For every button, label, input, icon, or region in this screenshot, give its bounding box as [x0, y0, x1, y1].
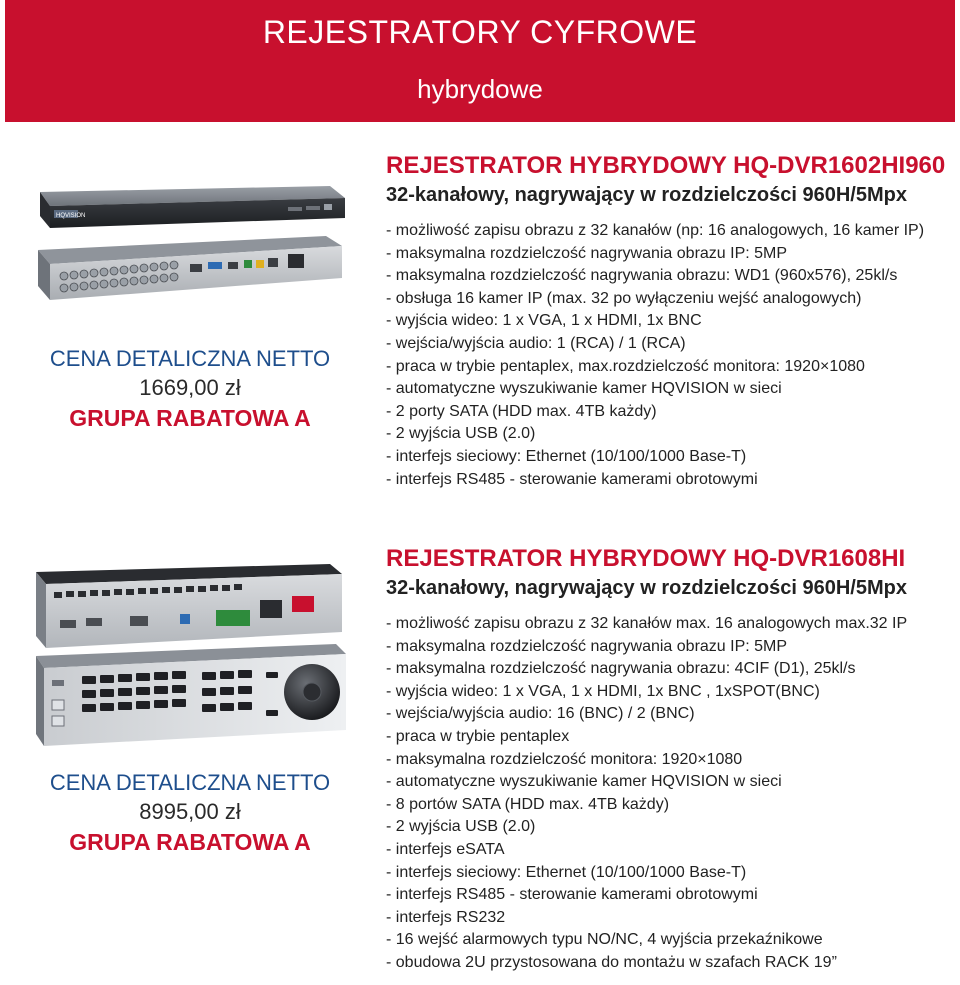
feature-item: - maksymalna rozdzielczość nagrywania obrazu IP: 5MP [386, 637, 788, 655]
product-subtitle: 32-kanałowy, nagrywający w rozdzielczości 960H/5Mpx [386, 184, 907, 206]
feature-item: - 2 wyjścia USB (2.0) [386, 425, 536, 443]
feature-item: - praca w trybie pentaplex, max.rozdzielczość monitora: 1920×1080 [386, 357, 865, 375]
product-section-2 [0, 543, 960, 983]
product-subtitle: 32-kanałowy, nagrywający w rozdzielczości 960H/5Mpx [386, 577, 907, 599]
feature-item: - 2 porty SATA (HDD max. 4TB każdy) [386, 402, 657, 420]
feature-item: - możliwość zapisu obrazu z 32 kanałów (np: 16 analogowych, 16 kamer IP) [386, 222, 925, 239]
feature-item: - obsługa 16 kamer IP (max. 32 po wyłączeniu wejść analogowych) [386, 289, 862, 307]
feature-item: - interfejs RS485 - sterowanie kamerami obrotowymi [386, 470, 758, 488]
feature-item: - maksymalna rozdzielczość nagrywania obrazu: 4CIF (D1), 25kl/s [386, 660, 856, 678]
feature-list [386, 220, 950, 491]
feature-item: - interfejs sieciowy: Ethernet (10/100/1000 Base-T) [386, 863, 747, 881]
feature-item: - możliwość zapisu obrazu z 32 kanałów max. 16 analogowych max.32 IP [386, 615, 908, 632]
price-box-1 [30, 344, 350, 434]
product-image-dvr1602 [30, 180, 348, 315]
price-box-2 [30, 768, 350, 858]
price-label: CENA DETALICZNA NETTO [49, 346, 331, 371]
product-details-2 [386, 543, 950, 975]
discount-group: GRUPA RABATOWA A [69, 405, 311, 431]
feature-item: - 2 wyjścia USB (2.0) [386, 818, 536, 836]
feature-item: - interfejs eSATA [386, 840, 505, 858]
feature-item: - automatyczne wyszukiwanie kamer HQVISION w sieci [386, 773, 782, 791]
feature-item: - maksymalna rozdzielczość nagrywania obrazu IP: 5MP [386, 244, 788, 262]
product-title: REJESTRATOR HYBRYDOWY HQ-DVR1602HI960 [386, 152, 946, 179]
price-value: 8995,00 zł [139, 799, 241, 824]
price-label: CENA DETALICZNA NETTO [49, 770, 331, 795]
feature-item: - interfejs sieciowy: Ethernet (10/100/1000 Base-T) [386, 447, 747, 465]
feature-item: - wyjścia wideo: 1 x VGA, 1 x HDMI, 1x BNC [386, 312, 702, 330]
brand-badge: HQVISION [56, 213, 86, 219]
feature-item: - 8 portów SATA (HDD max. 4TB każdy) [386, 795, 670, 813]
feature-item: - wejścia/wyjścia audio: 16 (BNC) / 2 (BNC) [386, 705, 695, 723]
page-title: REJESTRATORY CYFROWE [262, 14, 698, 50]
feature-item: - wejścia/wyjścia audio: 1 (RCA) / 1 (RCA) [386, 334, 686, 352]
page-subtitle: hybrydowe [417, 74, 543, 104]
product-section-1 [0, 150, 960, 530]
product-title: REJESTRATOR HYBRYDOWY HQ-DVR1608HI [386, 545, 906, 572]
product-image-dvr1608 [30, 560, 348, 750]
feature-list [386, 613, 950, 975]
feature-item: - interfejs RS485 - sterowanie kamerami obrotowymi [386, 886, 758, 904]
discount-group: GRUPA RABATOWA A [69, 829, 311, 855]
feature-item: - wyjścia wideo: 1 x VGA, 1 x HDMI, 1x BNC , 1xSPOT(BNC) [386, 682, 820, 700]
page-header [5, 0, 955, 122]
feature-item: - obudowa 2U przystosowana do montażu w szafach RACK 19” [386, 953, 837, 971]
price-value: 1669,00 zł [139, 375, 241, 400]
feature-item: - interfejs RS232 [386, 908, 506, 926]
product-details-1 [386, 150, 950, 491]
feature-item: - maksymalna rozdzielczość nagrywania obrazu: WD1 (960x576), 25kl/s [386, 267, 898, 285]
feature-item: - automatyczne wyszukiwanie kamer HQVISION w sieci [386, 380, 782, 398]
feature-item: - 16 wejść alarmowych typu NO/NC, 4 wyjścia przekaźnikowe [386, 931, 823, 949]
feature-item: - praca w trybie pentaplex [386, 727, 570, 745]
feature-item: - maksymalna rozdzielczość monitora: 1920×1080 [386, 750, 743, 768]
